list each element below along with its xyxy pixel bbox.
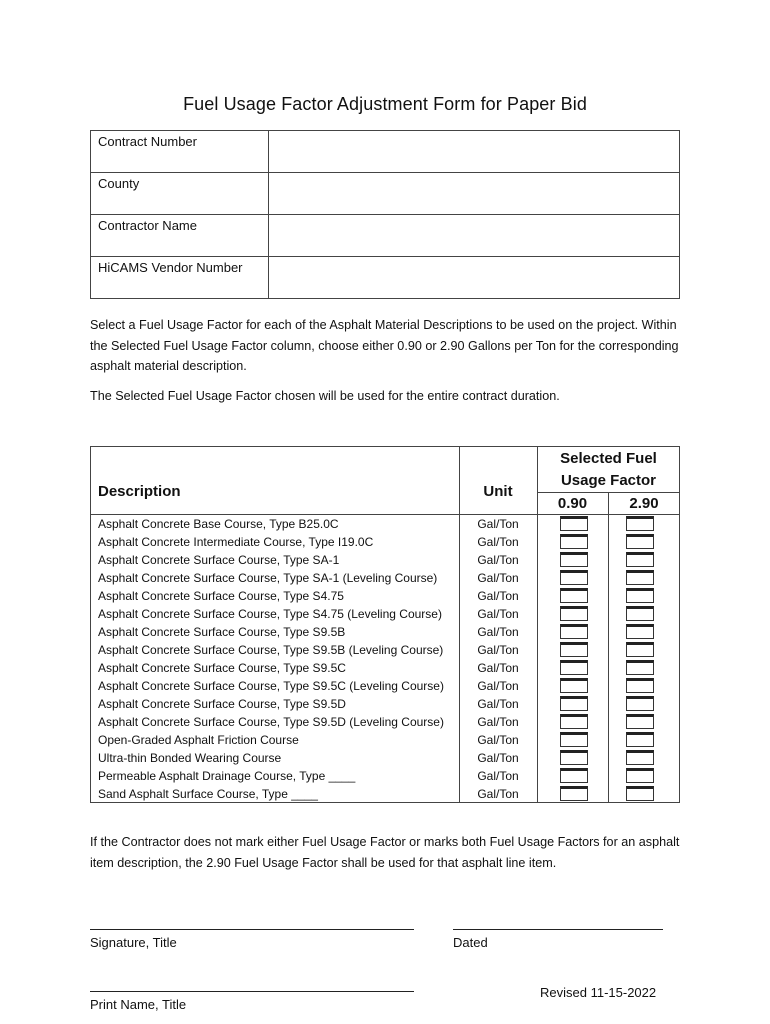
signature-label: Signature, Title <box>90 935 177 950</box>
table-row <box>91 587 679 605</box>
factor-290-checkbox[interactable] <box>626 552 654 567</box>
row-unit: Gal/Ton <box>477 553 519 567</box>
contract-number-field[interactable] <box>269 131 680 173</box>
description-header: Description <box>98 483 181 500</box>
factor-090-checkbox[interactable] <box>560 678 588 693</box>
factor-090-checkbox[interactable] <box>560 696 588 711</box>
row-description: Asphalt Concrete Intermediate Course, Type I19.0C <box>98 535 374 549</box>
row-description: Sand Asphalt Surface Course, Type ____ <box>98 787 318 801</box>
table-row <box>91 749 679 767</box>
factor-090-checkbox[interactable] <box>560 624 588 639</box>
row-description: Asphalt Concrete Surface Course, Type S9.5D (Leveling Course) <box>98 715 444 729</box>
factor-090-checkbox[interactable] <box>560 786 588 801</box>
contractor-name-label: Contractor Name <box>91 215 269 257</box>
factor-290-checkbox[interactable] <box>626 534 654 549</box>
row-description: Ultra-thin Bonded Wearing Course <box>98 751 282 765</box>
factor-290-checkbox[interactable] <box>626 714 654 729</box>
row-unit: Gal/Ton <box>477 643 519 657</box>
row-unit: Gal/Ton <box>477 715 519 729</box>
contract-number-label: Contract Number <box>91 131 269 173</box>
table-row <box>91 731 679 749</box>
vendor-number-label: HiCAMS Vendor Number <box>91 257 269 299</box>
contractor-name-field[interactable] <box>269 215 680 257</box>
row-unit: Gal/Ton <box>477 607 519 621</box>
row-unit: Gal/Ton <box>477 787 519 801</box>
row-description: Permeable Asphalt Drainage Course, Type ____ <box>98 769 356 783</box>
row-unit: Gal/Ton <box>477 571 519 585</box>
info-row-contract-number <box>91 131 680 173</box>
table-row <box>91 713 679 731</box>
factor-090-checkbox[interactable] <box>560 570 588 585</box>
row-description: Asphalt Concrete Base Course, Type B25.0C <box>98 517 339 531</box>
factor-090-checkbox[interactable] <box>560 516 588 531</box>
info-row-county <box>91 173 680 215</box>
table-row <box>91 569 679 587</box>
row-description: Asphalt Concrete Surface Course, Type S9.5B <box>98 625 346 639</box>
factor-290-checkbox[interactable] <box>626 696 654 711</box>
fuel-factor-table <box>90 446 680 803</box>
form-title: Fuel Usage Factor Adjustment Form for Paper Bid <box>183 94 587 114</box>
table-row <box>91 785 679 803</box>
signature-line[interactable] <box>90 929 414 930</box>
county-field[interactable] <box>269 173 680 215</box>
table-row <box>91 767 679 785</box>
table-row <box>91 641 679 659</box>
factor-090-checkbox[interactable] <box>560 750 588 765</box>
default-factor-note: If the Contractor does not mark either Fuel Usage Factor or marks both Fuel Usage Factors for an asphalt item description, the 2.90 Fuel Usage Factor shall be used for that asphalt line item. <box>90 835 680 870</box>
factor-090-checkbox[interactable] <box>560 534 588 549</box>
instructions-paragraph: Select a Fuel Usage Factor for each of the Asphalt Material Descriptions to be used on the project. Within the Selected Fuel Usage Factor column, choose either 0.90 or 2.90 Gallons per Ton for the corresponding asphalt material description. <box>90 318 679 373</box>
selected-factor-header: Selected Fuel Usage Factor <box>560 450 657 489</box>
row-description: Asphalt Concrete Surface Course, Type S9.5D <box>98 697 346 711</box>
factor-290-checkbox[interactable] <box>626 750 654 765</box>
row-unit: Gal/Ton <box>477 697 519 711</box>
table-row <box>91 515 679 533</box>
factor-290-checkbox[interactable] <box>626 588 654 603</box>
factor-290-checkbox[interactable] <box>626 678 654 693</box>
info-row-vendor-number <box>91 257 680 299</box>
factor-290-checkbox[interactable] <box>626 606 654 621</box>
factor-090-checkbox[interactable] <box>560 606 588 621</box>
table-row <box>91 659 679 677</box>
row-description: Asphalt Concrete Surface Course, Type S4.75 <box>98 589 344 603</box>
row-description: Asphalt Concrete Surface Course, Type SA-1 <box>98 553 340 567</box>
factor-290-checkbox[interactable] <box>626 570 654 585</box>
dated-line[interactable] <box>453 929 663 930</box>
unit-header: Unit <box>483 483 513 500</box>
factor-290-checkbox[interactable] <box>626 516 654 531</box>
print-name-line[interactable] <box>90 991 414 992</box>
vendor-number-field[interactable] <box>269 257 680 299</box>
header-divider <box>537 492 679 493</box>
row-description: Asphalt Concrete Surface Course, Type S9.5B (Leveling Course) <box>98 643 444 657</box>
row-description: Asphalt Concrete Surface Course, Type S9.5C (Leveling Course) <box>98 679 444 693</box>
duration-paragraph: The Selected Fuel Usage Factor chosen will be used for the entire contract duration. <box>90 389 560 403</box>
row-description: Asphalt Concrete Surface Course, Type S9.5C <box>98 661 346 675</box>
row-unit: Gal/Ton <box>477 661 519 675</box>
table-row <box>91 677 679 695</box>
factor-290-header: 2.90 <box>629 495 659 512</box>
print-name-label: Print Name, Title <box>90 997 187 1012</box>
row-unit: Gal/Ton <box>477 589 519 603</box>
factor-090-checkbox[interactable] <box>560 588 588 603</box>
factor-090-checkbox[interactable] <box>560 714 588 729</box>
factor-290-checkbox[interactable] <box>626 786 654 801</box>
factor-090-checkbox[interactable] <box>560 552 588 567</box>
row-unit: Gal/Ton <box>477 535 519 549</box>
county-label: County <box>91 173 269 215</box>
factor-290-checkbox[interactable] <box>626 660 654 675</box>
table-row <box>91 551 679 569</box>
row-description: Asphalt Concrete Surface Course, Type S4.75 (Leveling Course) <box>98 607 442 621</box>
revision-date: Revised 11-15-2022 <box>540 985 657 1000</box>
table-row <box>91 605 679 623</box>
table-body <box>91 515 679 803</box>
row-unit: Gal/Ton <box>477 733 519 747</box>
factor-090-checkbox[interactable] <box>560 732 588 747</box>
factor-290-checkbox[interactable] <box>626 642 654 657</box>
row-unit: Gal/Ton <box>477 679 519 693</box>
info-row-contractor-name <box>91 215 680 257</box>
factor-290-checkbox[interactable] <box>626 624 654 639</box>
factor-090-checkbox[interactable] <box>560 642 588 657</box>
row-description: Open-Graded Asphalt Friction Course <box>98 733 299 747</box>
factor-090-checkbox[interactable] <box>560 660 588 675</box>
factor-290-checkbox[interactable] <box>626 768 654 783</box>
row-unit: Gal/Ton <box>477 769 519 783</box>
factor-290-checkbox[interactable] <box>626 732 654 747</box>
contract-info-table <box>90 130 680 299</box>
row-unit: Gal/Ton <box>477 751 519 765</box>
factor-090-checkbox[interactable] <box>560 768 588 783</box>
table-row <box>91 533 679 551</box>
table-row <box>91 695 679 713</box>
dated-label: Dated <box>453 935 488 950</box>
row-description: Asphalt Concrete Surface Course, Type SA-1 (Leveling Course) <box>98 571 438 585</box>
row-unit: Gal/Ton <box>477 625 519 639</box>
row-unit: Gal/Ton <box>477 517 519 531</box>
table-row <box>91 623 679 641</box>
factor-090-header: 0.90 <box>557 495 588 512</box>
